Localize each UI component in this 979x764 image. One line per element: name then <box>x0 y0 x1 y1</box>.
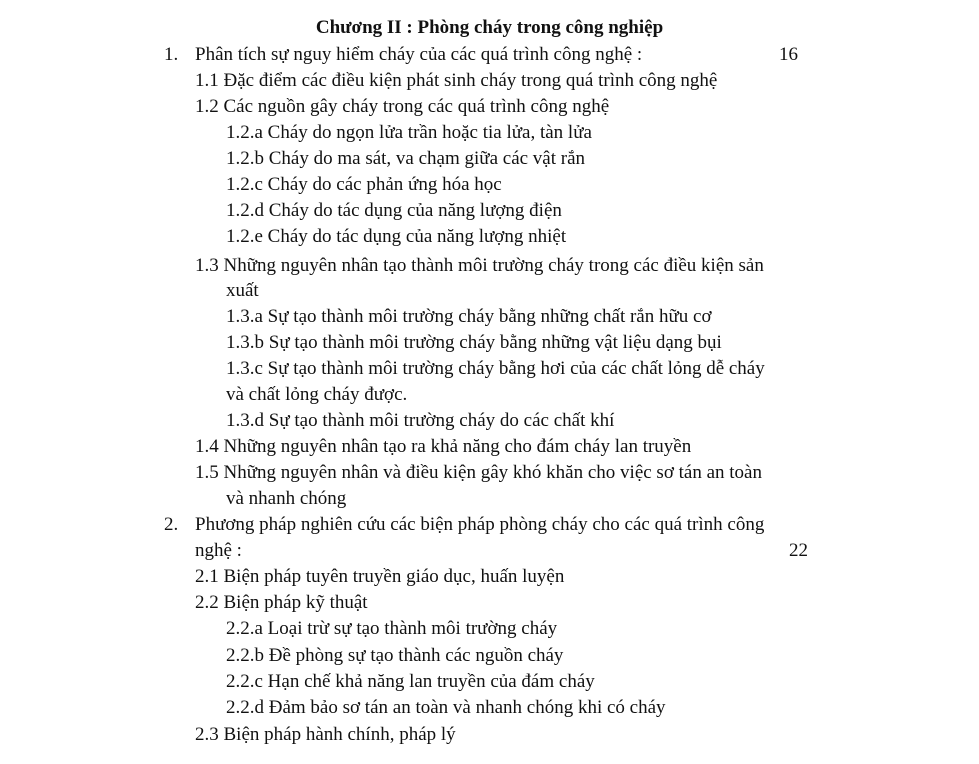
toc-entry-text: nghệ : <box>195 540 242 561</box>
toc-subentry-1-4: 1.4 Những nguyên nhân tạo ra khả năng cho đám cháy lan truyền <box>195 436 692 457</box>
toc-entry-text: Phương pháp nghiên cứu các biện pháp phòng cháy cho các quá trình công <box>195 514 765 535</box>
toc-entry-number: 1. <box>164 44 179 65</box>
toc-subentry-2-3: 2.3 Biện pháp hành chính, pháp lý <box>195 724 456 745</box>
toc-subentry-1-2-c: 1.2.c Cháy do các phản ứng hóa học <box>226 174 502 195</box>
toc-subentry-1-2: 1.2 Các nguồn gây cháy trong các quá trình công nghệ <box>195 96 610 117</box>
toc-subentry-1-3-c: 1.3.c Sự tạo thành môi trường cháy bằng hơi của các chất lỏng dễ cháy <box>226 358 765 379</box>
toc-subentry-2-2-b: 2.2.b Đề phòng sự tạo thành các nguồn cháy <box>226 645 564 666</box>
toc-page-number: 22 <box>789 540 808 561</box>
toc-subentry-1-1: 1.1 Đặc điểm các điều kiện phát sinh cháy trong quá trình công nghệ <box>195 70 718 91</box>
toc-subentry-1-3-c-continued: và chất lỏng cháy được. <box>226 384 408 405</box>
toc-subentry-1-2-b: 1.2.b Cháy do ma sát, va chạm giữa các vật rắn <box>226 148 586 169</box>
toc-subentry-1-3-continued: xuất <box>226 280 259 301</box>
toc-subentry-1-5: 1.5 Những nguyên nhân và điều kiện gây khó khăn cho việc sơ tán an toàn <box>195 462 762 483</box>
toc-entry-number: 2. <box>164 514 179 535</box>
toc-entry-text: Phân tích sự nguy hiểm cháy của các quá trình công nghệ : <box>195 44 643 65</box>
toc-subentry-1-3: 1.3 Những nguyên nhân tạo thành môi trường cháy trong các điều kiện sản <box>195 255 764 276</box>
toc-subentry-2-2-c: 2.2.c Hạn chế khả năng lan truyền của đám cháy <box>226 671 595 692</box>
toc-subentry-1-3-b: 1.3.b Sự tạo thành môi trường cháy bằng những vật liệu dạng bụi <box>226 332 722 353</box>
toc-subentry-2-2-d: 2.2.d Đảm bảo sơ tán an toàn và nhanh chóng khi có cháy <box>226 697 666 718</box>
toc-subentry-1-2-a: 1.2.a Cháy do ngọn lửa trần hoặc tia lửa, tàn lửa <box>226 122 592 143</box>
toc-subentry-1-2-d: 1.2.d Cháy do tác dụng của năng lượng điện <box>226 200 562 221</box>
toc-subentry-2-2: 2.2 Biện pháp kỹ thuật <box>195 592 368 613</box>
toc-subentry-1-3-d: 1.3.d Sự tạo thành môi trường cháy do các chất khí <box>226 410 615 431</box>
toc-subentry-2-1: 2.1 Biện pháp tuyên truyền giáo dục, huấn luyện <box>195 566 565 587</box>
toc-subentry-2-2-a: 2.2.a Loại trừ sự tạo thành môi trường cháy <box>226 618 558 639</box>
toc-subentry-1-2-e: 1.2.e Cháy do tác dụng của năng lượng nhiệt <box>226 226 567 247</box>
toc-page-number: 16 <box>779 44 798 65</box>
toc-subentry-1-5-continued: và nhanh chóng <box>226 488 347 509</box>
chapter-title: Chương II : Phòng cháy trong công nghiệp <box>315 17 664 38</box>
toc-subentry-1-3-a: 1.3.a Sự tạo thành môi trường cháy bằng những chất rắn hữu cơ <box>226 306 712 327</box>
